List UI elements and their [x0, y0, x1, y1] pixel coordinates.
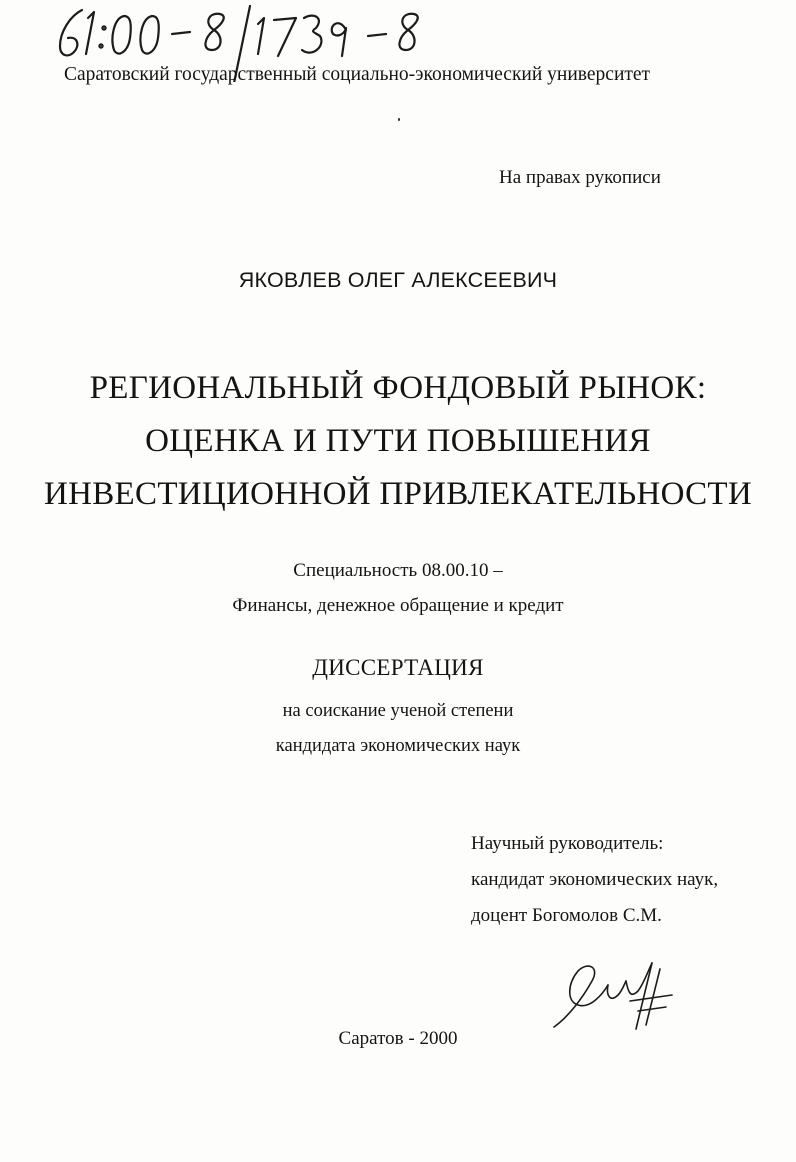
dissertation-title — [0, 362, 796, 521]
university-name: Саратовский государственный социально-экономический университет — [64, 64, 651, 85]
specialty-block — [0, 553, 796, 623]
degree-line: кандидата экономических наук — [275, 736, 521, 756]
title-line: ИНВЕСТИЦИОННОЙ ПРИВЛЕКАТЕЛЬНОСТИ — [43, 476, 753, 512]
supervisor-label: Научный руководитель: — [471, 833, 664, 854]
degree-line: на соискание ученой степени — [282, 701, 514, 721]
degree-block — [0, 694, 796, 764]
supervisor-title: кандидат экономических наук, — [471, 869, 719, 890]
city-year: Саратов - 2000 — [338, 1028, 458, 1049]
title-line: ОЦЕНКА И ПУТИ ПОВЫШЕНИЯ — [145, 423, 651, 459]
specialty-code: Специальность 08.00.10 – — [293, 560, 503, 581]
document-type-heading: ДИССЕРТАЦИЯ — [312, 655, 484, 680]
manuscript-note: На правах рукописи — [499, 167, 661, 188]
supervisor-name: доцент Богомолов С.М. — [471, 905, 662, 926]
specialty-name: Финансы, денежное обращение и кредит — [232, 595, 564, 616]
signature — [548, 955, 678, 1035]
author-name: ЯКОВЛЕВ ОЛЕГ АЛЕКСЕЕВИЧ — [238, 268, 558, 292]
signature-strokes — [548, 955, 678, 1035]
scan-speck — [398, 118, 400, 121]
title-line: РЕГИОНАЛЬНЫЙ ФОНДОВЫЙ РЫНОК: — [89, 370, 707, 406]
supervisor-block — [471, 826, 718, 934]
